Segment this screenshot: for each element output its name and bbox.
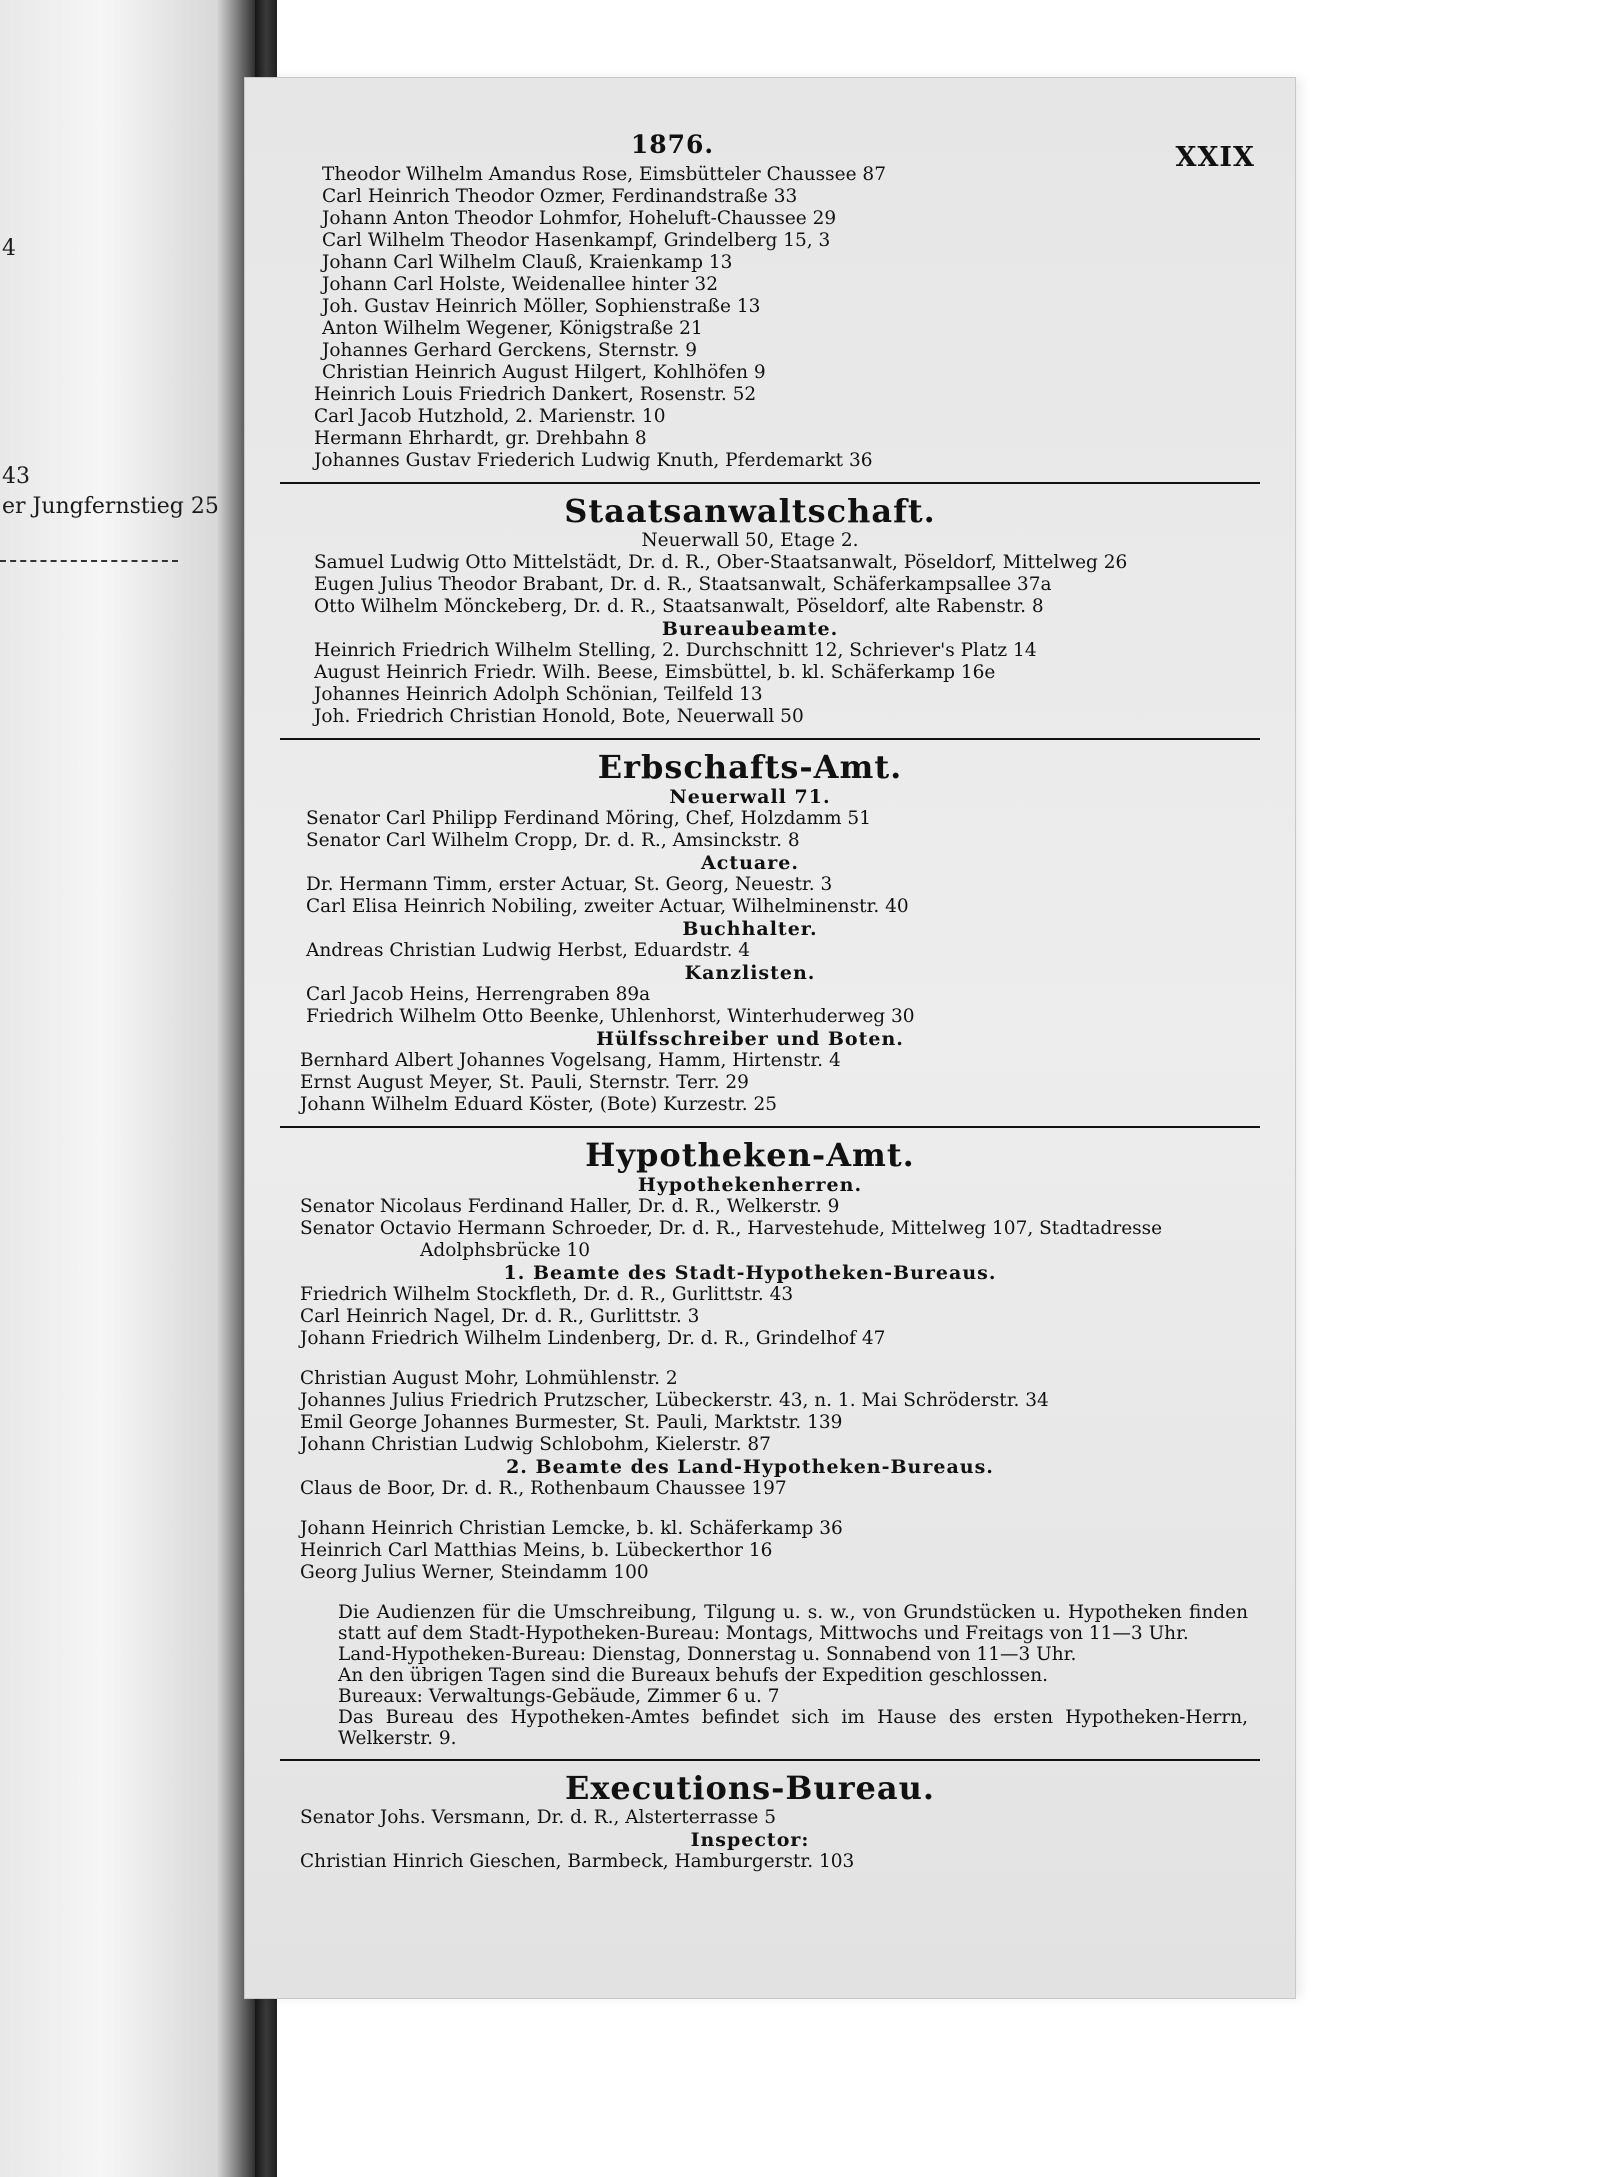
right-page xyxy=(245,78,1295,1998)
sub-heading: Buchhalter. xyxy=(682,918,818,940)
list-item: Andreas Christian Ludwig Herbst, Eduardstr. 4 xyxy=(306,940,751,961)
section-title: Hypotheken-Amt. xyxy=(585,1136,915,1174)
list-item: Christian Hinrich Gieschen, Barmbeck, Hamburgerstr. 103 xyxy=(300,1851,855,1872)
list-item: Carl Heinrich Nagel, Dr. d. R., Gurlittstr. 3 xyxy=(300,1306,700,1327)
list-item: Friedrich Wilhelm Stockfleth, Dr. d. R., Gurlittstr. 43 xyxy=(300,1284,794,1305)
section-hypotheken-amt xyxy=(300,1136,1255,1749)
list-item: Johann Carl Wilhelm Clauß, Kraienkamp 13 xyxy=(322,252,733,273)
list-item: Johannes Gerhard Gerckens, Sternstr. 9 xyxy=(322,340,698,361)
list-item: Johann Wilhelm Eduard Köster, (Bote) Kurzestr. 25 xyxy=(300,1094,778,1115)
sub-heading: Kanzlisten. xyxy=(684,962,816,984)
sub-heading: Bureaubeamte. xyxy=(661,618,839,640)
page-number: XXIX xyxy=(1175,142,1255,173)
list-item: Senator Johs. Versmann, Dr. d. R., Alsterterrasse 5 xyxy=(300,1807,776,1828)
note-paragraph: An den übrigen Tagen sind die Bureaux behufs der Expedition geschlossen. xyxy=(338,1665,1049,1686)
list-item: Johannes Heinrich Adolph Schönian, Teilfeld 13 xyxy=(314,684,763,705)
list-item: Johann Christian Ludwig Schlobohm, Kielerstr. 87 xyxy=(300,1434,771,1455)
list-item: Johannes Julius Friedrich Prutzscher, Lübeckerstr. 43, n. 1. Mai Schröderstr. 34 xyxy=(300,1390,1049,1411)
note-paragraph: Land-Hypotheken-Bureau: Dienstag, Donnerstag u. Sonnabend von 11—3 Uhr. xyxy=(338,1644,1077,1665)
left-fragment-address: er Jungfernstieg 25 xyxy=(2,494,219,519)
sub-heading: 2. Beamte des Land-Hypotheken-Bureaus. xyxy=(506,1456,994,1478)
list-item: Hermann Ehrhardt, gr. Drehbahn 8 xyxy=(314,428,647,449)
list-item: Eugen Julius Theodor Brabant, Dr. d. R., Staatsanwalt, Schäferkampsallee 37a xyxy=(314,574,1052,595)
list-item: Dr. Hermann Timm, erster Actuar, St. Georg, Neuestr. 3 xyxy=(306,874,833,895)
section-divider xyxy=(280,482,1260,484)
left-fragment-number: 4 xyxy=(2,236,16,261)
sub-heading: Hülfsschreiber und Boten. xyxy=(596,1028,904,1050)
list-item: Joh. Friedrich Christian Honold, Bote, Neuerwall 50 xyxy=(314,706,804,727)
section-staatsanwaltschaft xyxy=(300,492,1255,728)
list-item: Johann Heinrich Christian Lemcke, b. kl. Schäferkamp 36 xyxy=(300,1518,843,1539)
list-item: Carl Heinrich Theodor Ozmer, Ferdinandstraße 33 xyxy=(322,186,798,207)
list-item: Anton Wilhelm Wegener, Königstraße 21 xyxy=(322,318,703,339)
group-spacer xyxy=(300,1584,1255,1602)
list-item: Christian August Mohr, Lohmühlenstr. 2 xyxy=(300,1368,678,1389)
sub-heading: 1. Beamte des Stadt-Hypotheken-Bureaus. xyxy=(503,1262,997,1284)
list-item: August Heinrich Friedr. Wilh. Beese, Eimsbüttel, b. kl. Schäferkamp 16e xyxy=(314,662,996,683)
page-year: 1876. xyxy=(630,130,715,159)
list-item: Johann Anton Theodor Lohmfor, Hoheluft-Chaussee 29 xyxy=(322,208,837,229)
sub-heading: Hypothekenherren. xyxy=(637,1174,863,1196)
list-item: Emil George Johannes Burmester, St. Pauli, Marktstr. 139 xyxy=(300,1412,843,1433)
page-content xyxy=(300,130,1255,1873)
section-address: Neuerwall 50, Etage 2. xyxy=(641,530,859,551)
list-item: Ernst August Meyer, St. Pauli, Sternstr. Terr. 29 xyxy=(300,1072,749,1093)
list-item: Johannes Gustav Friederich Ludwig Knuth, Pferdemarkt 36 xyxy=(314,450,873,471)
list-item: Heinrich Friedrich Wilhelm Stelling, 2. Durchschnitt 12, Schriever's Platz 14 xyxy=(314,640,1037,661)
list-item: Senator Octavio Hermann Schroeder, Dr. d. R., Harvestehude, Mittelweg 107, Stadtadresse xyxy=(300,1218,1163,1239)
list-item: Heinrich Carl Matthias Meins, b. Lübeckerthor 16 xyxy=(300,1540,773,1561)
list-item: Theodor Wilhelm Amandus Rose, Eimsbütteler Chaussee 87 xyxy=(322,164,886,185)
note-paragraph: Das Bureau des Hypotheken-Amtes befindet sich im Hause des ersten Hypotheken-Herrn, Welkerstr. 9. xyxy=(338,1707,1248,1749)
section-erbschafts-amt xyxy=(300,748,1255,1116)
left-fragment-number: 43 xyxy=(2,464,30,489)
section-title: Staatsanwaltschaft. xyxy=(564,492,936,530)
note-paragraph: Bureaux: Verwaltungs-Gebäude, Zimmer 6 u. 7 xyxy=(338,1686,780,1707)
top-list xyxy=(300,164,1255,472)
section-divider xyxy=(280,1759,1260,1761)
list-item: Otto Wilhelm Mönckeberg, Dr. d. R., Staatsanwalt, Pöseldorf, alte Rabenstr. 8 xyxy=(314,596,1044,617)
page-header xyxy=(300,130,1255,173)
list-item: Heinrich Louis Friedrich Dankert, Rosenstr. 52 xyxy=(314,384,757,405)
section-address: Neuerwall 71. xyxy=(669,786,831,808)
list-item: Carl Wilhelm Theodor Hasenkampf, Grindelberg 15, 3 xyxy=(322,230,831,251)
note-paragraph: Die Audienzen für die Umschreibung, Tilgung u. s. w., von Grundstücken u. Hypotheken finden statt auf dem Stadt-Hypotheken-Bureau: Montags, Mittwochs und Freitags von 11—3 Uhr. xyxy=(338,1602,1248,1644)
list-item-continuation: Adolphsbrücke 10 xyxy=(420,1240,591,1261)
list-item: Samuel Ludwig Otto Mittelstädt, Dr. d. R., Ober-Staatsanwalt, Pöseldorf, Mittelweg 26 xyxy=(314,552,1128,573)
list-item: Friedrich Wilhelm Otto Beenke, Uhlenhorst, Winterhuderweg 30 xyxy=(306,1006,915,1027)
sub-heading: Actuare. xyxy=(701,852,799,874)
section-executions-bureau xyxy=(300,1769,1255,1873)
list-item: Senator Carl Wilhelm Cropp, Dr. d. R., Amsinckstr. 8 xyxy=(306,830,800,851)
section-title: Executions-Bureau. xyxy=(564,1769,936,1807)
left-divider xyxy=(0,560,178,562)
list-item: Carl Elisa Heinrich Nobiling, zweiter Actuar, Wilhelminenstr. 40 xyxy=(306,896,909,917)
list-item: Senator Carl Philipp Ferdinand Möring, Chef, Holzdamm 51 xyxy=(306,808,871,829)
group-spacer xyxy=(300,1350,1255,1368)
list-item: Christian Heinrich August Hilgert, Kohlhöfen 9 xyxy=(322,362,766,383)
group-spacer xyxy=(300,1500,1255,1518)
left-page-fragment xyxy=(0,0,255,2177)
list-item: Carl Jacob Hutzhold, 2. Marienstr. 10 xyxy=(314,406,666,427)
list-item: Johann Carl Holste, Weidenallee hinter 32 xyxy=(322,274,718,295)
list-item: Georg Julius Werner, Steindamm 100 xyxy=(300,1562,649,1583)
list-item: Joh. Gustav Heinrich Möller, Sophienstraße 13 xyxy=(322,296,761,317)
section-title: Erbschafts-Amt. xyxy=(597,748,903,786)
list-item: Johann Friedrich Wilhelm Lindenberg, Dr. d. R., Grindelhof 47 xyxy=(300,1328,886,1349)
section-divider xyxy=(280,1126,1260,1128)
sub-heading: Inspector: xyxy=(690,1829,810,1851)
list-item: Bernhard Albert Johannes Vogelsang, Hamm, Hirtenstr. 4 xyxy=(300,1050,841,1071)
list-item: Senator Nicolaus Ferdinand Haller, Dr. d. R., Welkerstr. 9 xyxy=(300,1196,840,1217)
section-divider xyxy=(280,738,1260,740)
list-item: Claus de Boor, Dr. d. R., Rothenbaum Chaussee 197 xyxy=(300,1478,787,1499)
list-item: Carl Jacob Heins, Herrengraben 89a xyxy=(306,984,651,1005)
